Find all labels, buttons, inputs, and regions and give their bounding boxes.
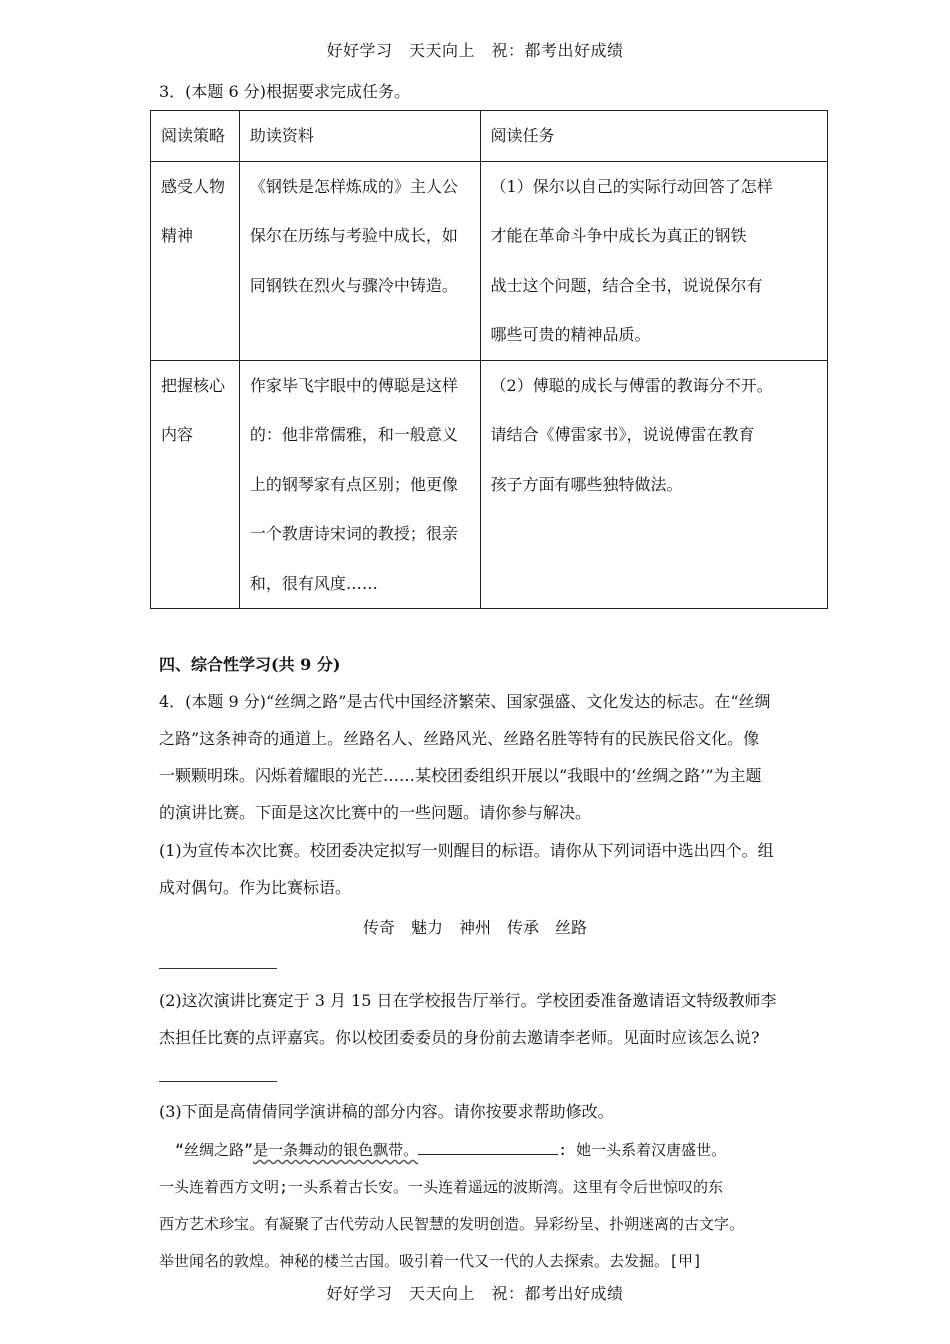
question-4-intro-line: 4．(本题 9 分)“丝绸之路”是古代中国经济繁荣、国家强盛、文化发达的标志。在“丝绸: [159, 692, 771, 711]
answer-blank-2[interactable]: [159, 1081, 277, 1082]
wavy-underlined-sentence: 是一条舞动的银色飘带。: [253, 1141, 419, 1159]
speech-line-3: 西方艺术珍宝。有凝聚了古代劳动人民智慧的发明创造。异彩纷呈、扑朔迷离的古文字。: [159, 1215, 745, 1233]
header-task: 阅读任务: [480, 111, 827, 162]
header-material: 助读资料: [239, 111, 480, 162]
speech-line-2: 一头连着西方文明;一头系着古长安。一头连着遥远的波斯湾。这里有令后世惊叹的东: [159, 1178, 724, 1196]
sub-question-3-line: (3)下面是高倩倩同学演讲稿的部分内容。请你按要求帮助修改。: [159, 1102, 614, 1121]
question-3-title: 3．(本题 6 分)根据要求完成任务。: [159, 82, 411, 101]
section-4-heading: 四、综合性学习(共 9 分): [159, 655, 341, 674]
row1-material: 《钢铁是怎样炼成的》主人公 保尔在历练与考验中成长，如 同钢铁在烈火与骤冷中铸造。: [239, 161, 480, 360]
table-header-row: [151, 111, 828, 162]
sub-question-2-line: 杰担任比赛的点评嘉宾。你以校团委委员的身份前去邀请李老师。见面时应该怎么说?: [159, 1028, 760, 1047]
row2-material: 作家毕飞宇眼中的傅聪是这样 的：他非常儒雅，和一般意义 上的钢琴家有点区别；他更像 一个教唐诗宋词的教授；很亲 和，很有风度……: [239, 360, 480, 609]
table-row: [151, 360, 828, 609]
row2-strategy: 把握核心 内容: [151, 360, 240, 609]
table-row: [151, 161, 828, 360]
speech-line-1: “丝绸之路”是一条舞动的银色飘带。 : 她一头系着汉唐盛世。: [175, 1141, 727, 1159]
question-4-intro-line: 的演讲比赛。下面是这次比赛中的一些问题。请你参与解决。: [159, 803, 592, 822]
question-4-intro-line: 一颗颗明珠。闪烁着耀眼的光芒……某校团委组织开展以“我眼中的‘丝绸之路’”为主题: [159, 766, 762, 785]
speech-fill-blank[interactable]: [418, 1140, 558, 1155]
page-header: 好好学习 天天向上 祝：都考出好成绩: [326, 41, 624, 60]
sub-question-1-line: (1)为宣传本次比赛。校团委决定拟写一则醒目的标语。请你从下列词语中选出四个。组: [159, 841, 774, 860]
row1-task: （1）保尔以自己的实际行动回答了怎样 才能在革命斗争中成长为真正的钢铁 战士这个问题，结合全书，说说保尔有 哪些可贵的精神品质。: [480, 161, 827, 360]
row1-strategy: 感受人物 精神: [151, 161, 240, 360]
sub-question-1-line: 成对偶句。作为比赛标语。: [159, 878, 352, 897]
sub-question-2-line: (2)这次演讲比赛定于 3 月 15 日在学校报告厅举行。学校团委准备邀请语文特级教师李: [159, 991, 777, 1010]
speech-line-4: 举世闻名的敦煌。神秘的楼兰古国。吸引着一代又一代的人去探索。去发掘。[甲]: [159, 1252, 703, 1270]
page-footer: 好好学习 天天向上 祝：都考出好成绩: [326, 1284, 624, 1303]
header-strategy: 阅读策略: [151, 111, 240, 162]
question-4-intro-line: 之路”这条神奇的通道上。丝路名人、丝路风光、丝路名胜等特有的民族民俗文化。像: [159, 729, 760, 748]
word-options: 传奇 魅力 神州 传承 丝路: [362, 918, 587, 937]
row2-task: （2）傅聪的成长与傅雷的教诲分不开。 请结合《傅雷家书》，说说傅雷在教育 孩子方面有哪些独特做法。: [480, 360, 827, 609]
answer-blank-1[interactable]: [159, 968, 277, 969]
reading-task-table: [150, 110, 828, 609]
